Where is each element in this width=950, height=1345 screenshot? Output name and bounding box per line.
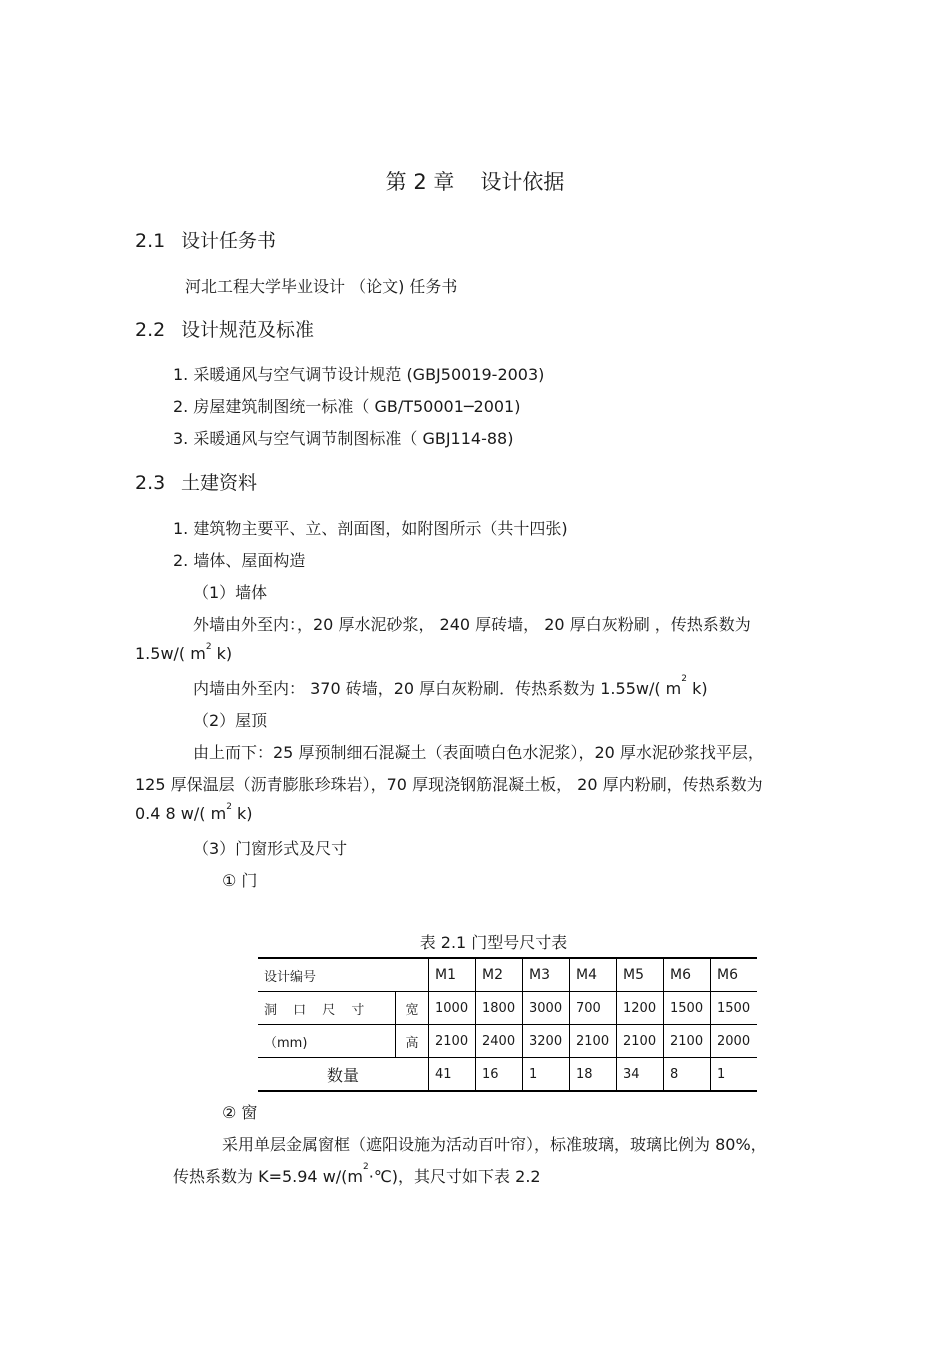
- chapter-number: 第 2 章: [385, 170, 455, 194]
- text-run: 传热系数为 K=5.94 w/(m: [173, 1167, 364, 1186]
- column-header: M2: [476, 958, 523, 992]
- table-cell: 1200: [617, 992, 664, 1025]
- roof-text-line: 由上而下：25 厚预制细石混凝土（表面喷白色水泥浆），20 厚水泥砂浆找平层，: [193, 743, 764, 762]
- door-heading: ① 门: [222, 871, 258, 890]
- table-cell: 1500: [711, 992, 758, 1025]
- unit-label: （mm): [258, 1025, 396, 1058]
- inner-wall-text: [193, 676, 708, 699]
- text-run: k): [231, 804, 253, 823]
- superscript: 2: [681, 674, 687, 684]
- height-label: 高: [396, 1025, 429, 1058]
- table-cell: 2100: [429, 1025, 476, 1058]
- section-number: 2.3: [135, 472, 166, 494]
- table-cell: 1000: [429, 992, 476, 1025]
- civil-item: 2. 墙体、屋面构造: [173, 551, 306, 570]
- text-run: 内墙由外至内： 370 砖墙，20 厚白灰粉刷．传热系数为 1.55w/( m: [193, 679, 682, 698]
- table-cell: 2100: [617, 1025, 664, 1058]
- task-book-text: 河北工程大学毕业设计 （论文) 任务书: [185, 277, 458, 296]
- table-cell: 34: [617, 1058, 664, 1092]
- superscript: 2: [226, 802, 232, 812]
- section-heading-2-2: [135, 315, 314, 342]
- standard-item: 1. 采暖通风与空气调节设计规范 (GBJ50019-2003): [173, 365, 545, 384]
- column-header: M6: [664, 958, 711, 992]
- outer-wall-coefficient: [135, 644, 232, 663]
- window-text-line: 采用单层金属窗框（遮阳设施为活动百叶帘），标准玻璃，玻璃比例为 80%，: [222, 1135, 767, 1154]
- superscript: 2: [205, 642, 212, 652]
- outer-wall-text: 外墙由外至内：，20 厚水泥砂浆， 240 厚砖墙， 20 厚白灰粉刷 ，传热系数为: [193, 615, 751, 634]
- roof-text-line: 125 厚保温层（沥青膨胀珍珠岩），70 厚现浇钢筋混凝土板， 20 厚内粉刷，传热系数为: [135, 775, 763, 794]
- table-cell: 1: [711, 1058, 758, 1092]
- table-cell: 1500: [664, 992, 711, 1025]
- table-cell: 1800: [476, 992, 523, 1025]
- section-heading-2-3: [135, 468, 257, 495]
- table-header-row: [258, 958, 757, 992]
- standard-item: 3. 采暖通风与空气调节制图标准（ GBJ114-88): [173, 429, 514, 448]
- section-number: 2.2: [135, 319, 166, 341]
- table-cell: 700: [570, 992, 617, 1025]
- chapter-title: [0, 166, 950, 196]
- table-cell: 8: [664, 1058, 711, 1092]
- wall-heading: （1）墙体: [193, 583, 268, 602]
- roof-coefficient: [135, 804, 253, 823]
- width-label: 宽: [396, 992, 429, 1025]
- table-cell: 2100: [570, 1025, 617, 1058]
- table-cell: 2000: [711, 1025, 758, 1058]
- table-cell: 1: [523, 1058, 570, 1092]
- chapter-name: 设计依据: [480, 170, 565, 194]
- size-label: 洞 口 尺 寸: [258, 992, 396, 1025]
- table-row: [258, 992, 757, 1025]
- section-title: 设计任务书: [181, 230, 277, 252]
- table-cell: 2400: [476, 1025, 523, 1058]
- table-caption: 表 2.1 门型号尺寸表: [419, 933, 568, 952]
- table-cell: 18: [570, 1058, 617, 1092]
- text-run: ·℃)，其尺寸如下表 2.2: [368, 1167, 541, 1186]
- section-heading-2-1: [135, 226, 276, 253]
- section-title: 土建资料: [181, 472, 258, 494]
- standard-item: 2. 房屋建筑制图统一标准（ GB/T50001─2001): [173, 397, 521, 416]
- table-cell: 2100: [664, 1025, 711, 1058]
- column-header: M1: [429, 958, 476, 992]
- door-window-heading: （3）门窗形式及尺寸: [193, 839, 348, 858]
- text-run: 0.4 8 w/( m: [135, 804, 227, 823]
- window-heading: ② 窗: [222, 1103, 258, 1122]
- column-header: M3: [523, 958, 570, 992]
- quantity-label: 数量: [258, 1058, 429, 1092]
- table-cell: 3200: [523, 1025, 570, 1058]
- superscript: 2: [363, 1162, 369, 1172]
- column-header: M6: [711, 958, 758, 992]
- table-cell: 41: [429, 1058, 476, 1092]
- text-run: k): [211, 644, 233, 663]
- section-number: 2.1: [135, 230, 166, 252]
- column-header: M5: [617, 958, 664, 992]
- window-coefficient: [173, 1164, 541, 1187]
- text-run: k): [687, 679, 708, 698]
- table-row: [258, 1058, 757, 1092]
- table-cell: 16: [476, 1058, 523, 1092]
- section-title: 设计规范及标准: [181, 319, 315, 341]
- door-size-table: [258, 957, 757, 1092]
- civil-item: 1. 建筑物主要平、立、剖面图，如附图所示（共十四张): [173, 519, 568, 538]
- table-cell: 3000: [523, 992, 570, 1025]
- roof-heading: （2）屋顶: [193, 711, 268, 730]
- header-label: 设计编号: [258, 958, 429, 992]
- text-run: 1.5w/( m: [135, 644, 206, 663]
- column-header: M4: [570, 958, 617, 992]
- table-row: [258, 1025, 757, 1058]
